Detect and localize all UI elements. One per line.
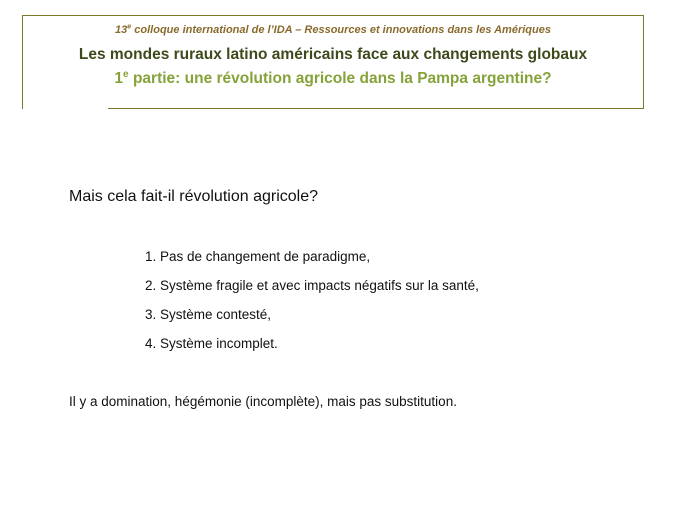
list-item: 3. Système contesté, <box>145 307 272 322</box>
slide-header <box>22 20 644 91</box>
subtitle-text: partie: une révolution agricole dans la Pampa argentine? <box>128 70 552 87</box>
question-text: Mais cela fait-il révolution agricole? <box>69 188 318 205</box>
conference-ordinal: 13 <box>115 24 128 36</box>
header-frame-bottom-line <box>108 108 644 109</box>
conclusion-text: Il y a domination, hégémonie (incomplète), mais pas substitution. <box>69 394 457 409</box>
conference-name: colloque international de l’IDA – Ressources et innovations dans les Amériques <box>131 24 551 36</box>
list-item: 2. Système fragile et avec impacts négatifs sur la santé, <box>145 278 479 293</box>
subtitle-number-suffix: e <box>123 68 129 80</box>
points-list <box>145 247 479 363</box>
conference-ordinal-suffix: e <box>127 22 132 31</box>
list-item: 1. Pas de changement de paradigme, <box>145 249 371 264</box>
header-frame-top-line <box>22 15 644 16</box>
subtitle-number: 1 <box>114 70 124 87</box>
slide-subtitle <box>22 67 644 91</box>
conference-line <box>22 20 644 40</box>
slide-title: Les mondes ruraux latino américains face aux changements globaux <box>78 46 588 63</box>
list-item: 4. Système incomplet. <box>145 336 278 351</box>
